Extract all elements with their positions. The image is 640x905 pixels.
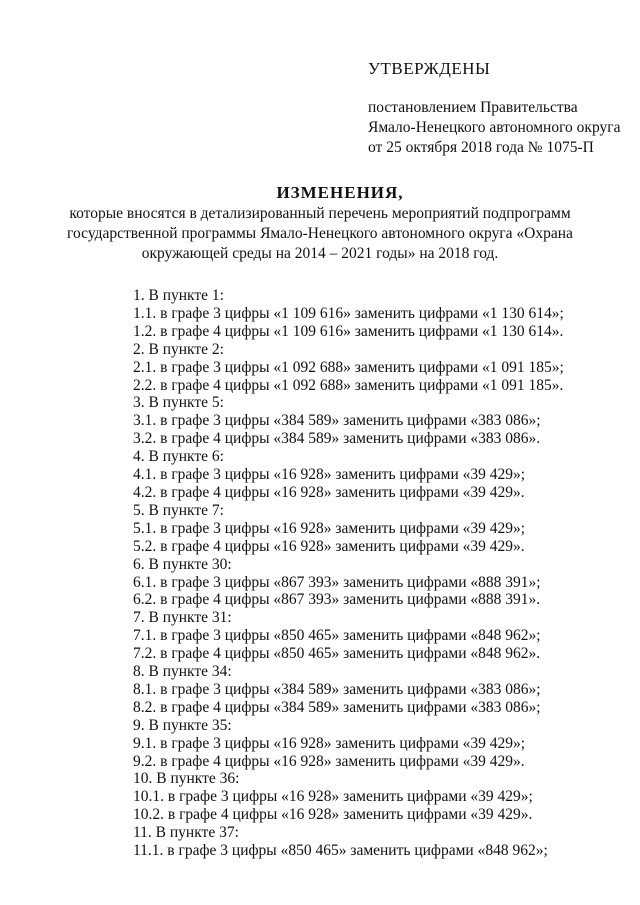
list-item: 3. В пункте 5: — [133, 394, 224, 412]
changes-list — [133, 287, 633, 860]
list-item: 10. В пункте 36: — [133, 770, 240, 788]
list-item: 11. В пункте 37: — [133, 824, 239, 842]
approval-block — [368, 58, 628, 158]
list-item: 4.1. в графе 3 цифры «16 928» заменить цифрами «39 429»; — [133, 466, 526, 484]
document-subtitle-line: которые вносятся в детализированный перечень мероприятий подпрограмм — [69, 205, 571, 222]
list-item: 6. В пункте 30: — [133, 555, 232, 573]
list-item: 8.2. в графе 4 цифры «384 589» заменить цифрами «383 086»; — [133, 698, 541, 716]
list-item: 7. В пункте 31: — [133, 609, 232, 627]
list-item: 9. В пункте 35: — [133, 716, 232, 734]
list-item: 4.2. в графе 4 цифры «16 928» заменить цифрами «39 429». — [133, 483, 525, 501]
list-item: 1.1. в графе 3 цифры «1 109 616» заменить цифрами «1 130 614»; — [133, 304, 564, 322]
document-title: ИЗМЕНЕНИЯ, — [276, 183, 404, 202]
list-item: 1.2. в графе 4 цифры «1 109 616» заменить цифрами «1 130 614». — [133, 322, 564, 340]
list-item: 2.2. в графе 4 цифры «1 092 688» заменить цифрами «1 091 185». — [133, 376, 564, 394]
list-item: 10.2. в графе 4 цифры «16 928» заменить цифрами «39 429». — [133, 806, 533, 824]
list-item: 5. В пункте 7: — [133, 501, 224, 519]
list-item: 6.2. в графе 4 цифры «867 393» заменить цифрами «888 391». — [133, 591, 541, 609]
list-item: 2.1. в графе 3 цифры «1 092 688» заменить цифрами «1 091 185»; — [133, 358, 564, 376]
list-item: 3.1. в графе 3 цифры «384 589» заменить цифрами «383 086»; — [133, 412, 541, 430]
list-item: 5.2. в графе 4 цифры «16 928» заменить цифрами «39 429». — [133, 537, 525, 555]
list-item: 7.1. в графе 3 цифры «850 465» заменить цифрами «848 962»; — [133, 627, 541, 645]
approval-title: УТВЕРЖДЕНЫ — [368, 59, 491, 78]
document-subtitle-line: государственной программы Ямало-Ненецкого автономного округа «Охрана — [67, 225, 573, 242]
list-item: 6.1. в графе 3 цифры «867 393» заменить цифрами «888 391»; — [133, 573, 541, 591]
list-item: 9.1. в графе 3 цифры «16 928» заменить цифрами «39 429»; — [133, 734, 526, 752]
list-item: 8. В пункте 34: — [133, 663, 232, 681]
list-item: 5.1. в графе 3 цифры «16 928» заменить цифрами «39 429»; — [133, 519, 526, 537]
list-item: 8.1. в графе 3 цифры «384 589» заменить цифрами «383 086»; — [133, 680, 541, 698]
document-heading — [0, 182, 640, 264]
list-item: 4. В пункте 6: — [133, 448, 224, 466]
list-item: 3.2. в графе 4 цифры «384 589» заменить цифрами «383 086». — [133, 430, 541, 448]
list-item: 11.1. в графе 3 цифры «850 465» заменить цифрами «848 962»; — [133, 842, 548, 860]
list-item: 10.1. в графе 3 цифры «16 928» заменить цифрами «39 429»; — [133, 788, 533, 806]
approval-lines — [368, 98, 628, 158]
document-subtitle-line: окружающей среды на 2014 – 2021 годы» на 2018 год. — [141, 245, 499, 262]
list-item: 9.2. в графе 4 цифры «16 928» заменить цифрами «39 429». — [133, 752, 525, 770]
list-item: 2. В пункте 2: — [133, 340, 224, 358]
approval-line: постановлением Правительства — [368, 99, 578, 116]
list-item: 7.2. в графе 4 цифры «850 465» заменить цифрами «848 962». — [133, 645, 541, 663]
approval-line: Ямало-Ненецкого автономного округа — [368, 119, 621, 136]
list-item: 1. В пункте 1: — [133, 287, 224, 304]
approval-line: от 25 октября 2018 года № 1075-П — [368, 139, 594, 156]
